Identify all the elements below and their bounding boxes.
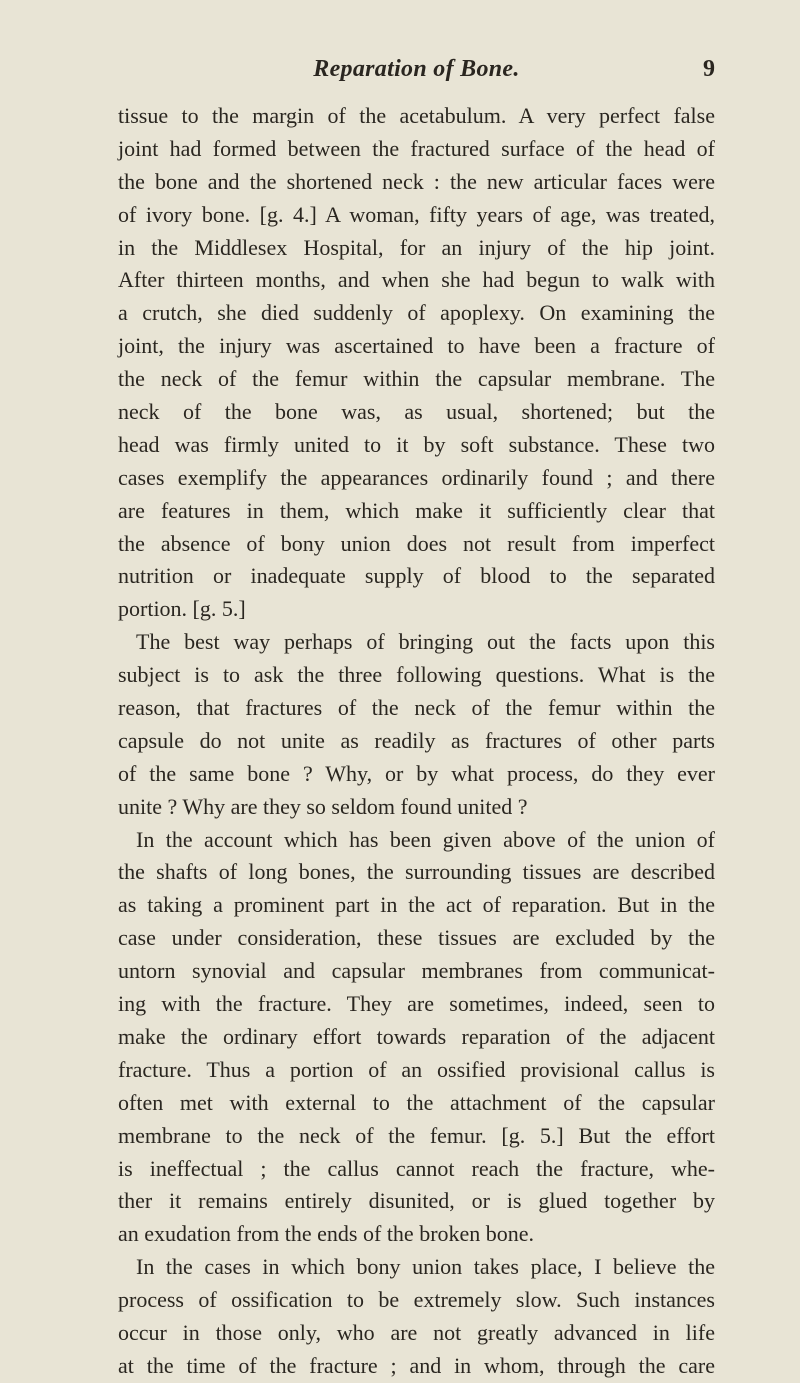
text-line: the shafts of long bones, the surrounding tissues are described	[118, 859, 715, 885]
text-line: After thirteen months, and when she had begun to walk with	[118, 267, 715, 293]
text-line: the bone and the shortened neck : the new articular faces were	[118, 168, 715, 194]
text-line: joint, the injury was ascertained to have been a fracture of	[118, 333, 715, 359]
text-line: neck of the bone was, as usual, shortened; but the	[118, 399, 715, 425]
running-title: Reparation of Bone.	[313, 56, 520, 82]
text-line: the absence of bony union does not result from imperfect	[118, 530, 715, 556]
text-line: process of ossification to be extremely slow. Such instances	[118, 1287, 715, 1313]
text-line: In the account which has been given above of the union of	[136, 826, 715, 852]
text-line: make the ordinary effort towards reparation of the adjacent	[118, 1023, 715, 1049]
text-line: a crutch, she died suddenly of apoplexy. On examining the	[118, 300, 715, 326]
text-line: ing with the fracture. They are sometimes, indeed, seen to	[118, 991, 715, 1017]
text-line: occur in those only, who are not greatly advanced in life	[118, 1319, 715, 1345]
page-header	[118, 56, 715, 90]
text-line: cases exemplify the appearances ordinarily found ; and there	[118, 464, 715, 490]
text-line: of ivory bone. [g. 4.] A woman, fifty years of age, was treated,	[118, 201, 715, 227]
page-number: 9	[703, 56, 715, 82]
body-text	[118, 100, 715, 1383]
text-line: The best way perhaps of bringing out the facts upon this	[136, 629, 715, 655]
text-line: membrane to the neck of the femur. [g. 5.] But the effort	[118, 1122, 715, 1148]
text-line: the neck of the femur within the capsular membrane. The	[118, 366, 715, 392]
text-line: is ineffectual ; the callus cannot reach the fracture, whe-	[118, 1155, 715, 1181]
text-line: capsule do not unite as readily as fractures of other parts	[118, 727, 715, 753]
text-line: In the cases in which bony union takes place, I believe the	[136, 1254, 715, 1280]
text-line: portion. [g. 5.]	[118, 596, 246, 622]
text-line: untorn synovial and capsular membranes from communicat-	[118, 958, 715, 984]
text-line: case under consideration, these tissues are excluded by the	[118, 925, 715, 951]
text-line: ther it remains entirely disunited, or is glued together by	[118, 1188, 715, 1214]
text-line: at the time of the fracture ; and in whom, through the care	[118, 1352, 715, 1378]
text-line: reason, that fractures of the neck of the femur within the	[118, 695, 715, 721]
text-line: an exudation from the ends of the broken bone.	[118, 1221, 535, 1247]
text-line: as taking a prominent part in the act of reparation. But in the	[118, 892, 715, 918]
text-line: subject is to ask the three following questions. What is the	[118, 662, 715, 688]
text-line: of the same bone ? Why, or by what process, do they ever	[118, 760, 715, 786]
text-line: often met with external to the attachment of the capsular	[118, 1089, 715, 1115]
text-line: in the Middlesex Hospital, for an injury of the hip joint.	[118, 234, 715, 260]
text-line: tissue to the margin of the acetabulum. A very perfect false	[118, 103, 715, 128]
text-line: unite ? Why are they so seldom found united ?	[118, 793, 528, 819]
text-line: fracture. Thus a portion of an ossified provisional callus is	[118, 1056, 715, 1082]
text-line: head was firmly united to it by soft substance. These two	[118, 431, 715, 457]
text-line: nutrition or inadequate supply of blood to the separated	[118, 563, 715, 589]
text-line: are features in them, which make it sufficiently clear that	[118, 497, 715, 523]
text-line: joint had formed between the fractured surface of the head of	[118, 135, 715, 161]
